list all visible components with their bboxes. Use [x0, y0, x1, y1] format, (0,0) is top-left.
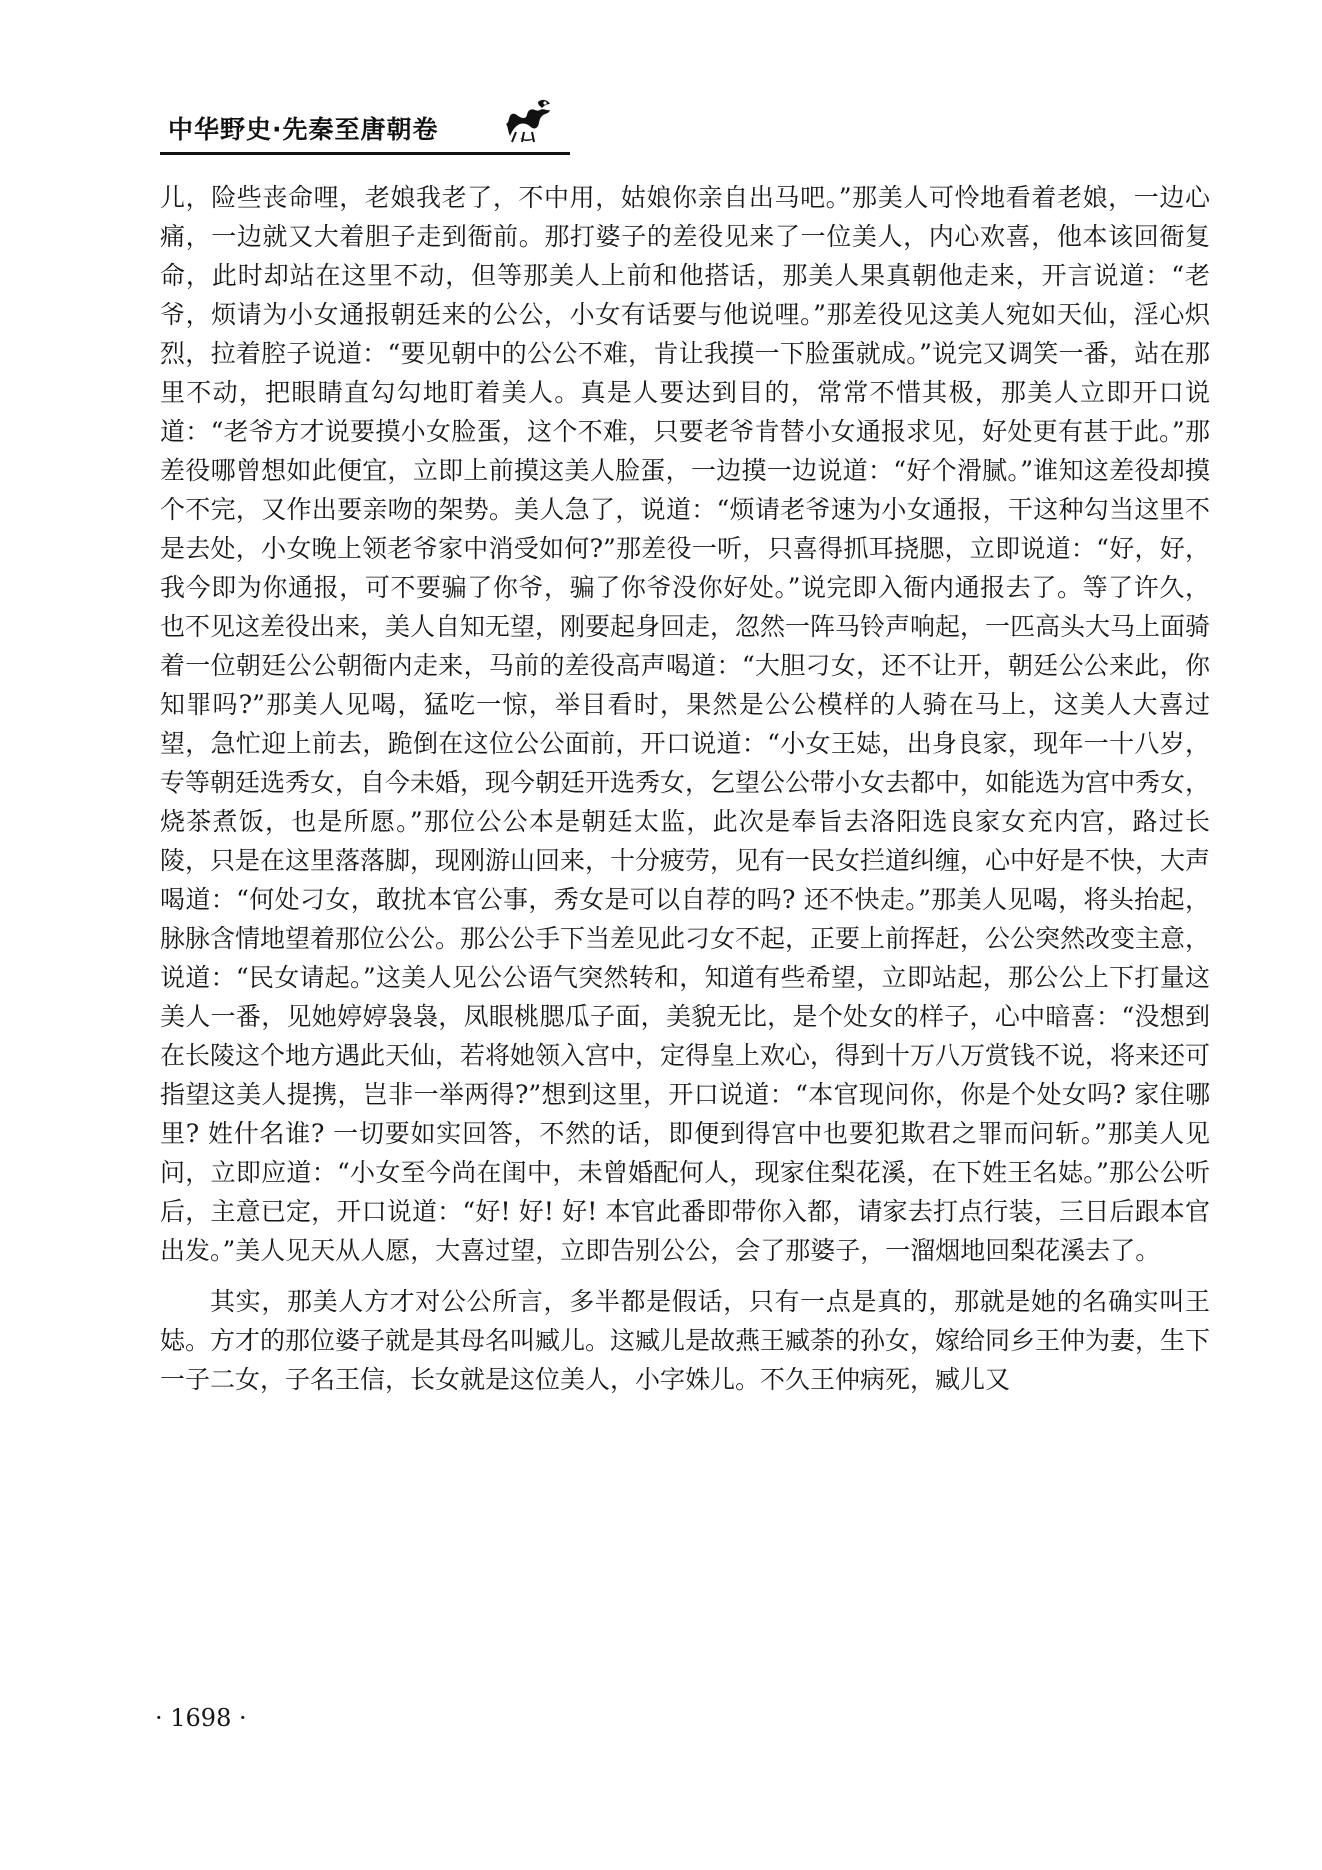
body-text — [160, 178, 1210, 1399]
book-title: 中华野史·先秦至唐朝卷 — [168, 115, 439, 144]
header-rule — [160, 152, 570, 155]
paragraph-2: 其实，那美人方才对公公所言，多半都是假话，只有一点是真的，那就是她的名确实叫王娡。方才的那位婆子就是其母名叫臧儿。这臧儿是故燕王臧荼的孙女，嫁给同乡王仲为妻，生下一子二女，子名王信，长女就是这位美人，小字姝儿。不久王仲病死，臧儿又 — [160, 1287, 1211, 1394]
page-number: · 1698 · — [155, 1704, 247, 1732]
running-header — [160, 92, 570, 152]
dragon-icon — [500, 92, 556, 148]
paragraph-1: 儿，险些丧命哩，老娘我老了，不中用，姑娘你亲自出马吧。”那美人可怜地看着老娘，一边心痛，一边就又大着胆子走到衙前。那打婆子的差役见来了一位美人，内心欢喜，他本该回衙复命，此时却站在这里不动，但等那美人上前和他搭话，那美人果真朝他走来，开言说道：“老爷，烦请为小女通报朝廷来的公公，小女有话要与他说哩。”那差役见这美人宛如天仙，淫心炽烈，拉着腔子说道：“要见朝中的公公不难，肯让我摸一下脸蛋就成。”说完又调笑一番，站在那里不动，把眼睛直勾勾地盯着美人。真是人要达到目的，常常不惜其极，那美人立即开口说道：“老爷方才说要摸小女脸蛋，这个不难，只要老爷肯替小女通报求见，好处更有甚于此。”那差役哪曾想如此便宜，立即上前摸这美人脸蛋，一边摸一边说道：“好个滑腻。”谁知这差役却摸个不完，又作出要亲吻的架势。美人急了，说道：“烦请老爷速为小女通报，干这种勾当这里不是去处，小女晚上领老爷家中消受如何?”那差役一听，只喜得抓耳挠腮，立即说道：“好，好，我今即为你通报，可不要骗了你爷，骗了你爷没你好处。”说完即入衙内通报去了。等了许久，也不见这差役出来，美人自知无望，刚要起身回走，忽然一阵马铃声响起，一匹高头大马上面骑着一位朝廷公公朝衙内走来，马前的差役高声喝道：“大胆刁女，还不让开，朝廷公公来此，你知罪吗?”那美人见喝，猛吃一惊，举目看时，果然是公公模样的人骑在马上，这美人大喜过望，急忙迎上前去，跪倒在这位公公面前，开口说道：“小女王娡，出身良家，现年一十八岁，专等朝廷选秀女，自今未婚，现今朝廷开选秀女，乞望公公带小女去都中，如能选为宫中秀女，烧茶煮饭，也是所愿。”那位公公本是朝廷太监，此次是奉旨去洛阳选良家女充内宫，路过长陵，只是在这里落落脚，现刚游山回来，十分疲劳，见有一民女拦道纠缠，心中好是不快，大声喝道：“何处刁女，敢扰本官公事，秀女是可以自荐的吗? 还不快走。”那美人见喝，将头抬起，脉脉含情地望着那位公公。那公公手下当差见此刁女不起，正要上前挥赶，公公突然改变主意，说道：“民女请起。”这美人见公公语气突然转和，知道有些希望，立即站起，那公公上下打量这美人一番，见她婷婷袅袅，凤眼桃腮瓜子面，美貌无比，是个处女的样子，心中暗喜：“没想到在长陵这个地方遇此天仙，若将她领入宫中，定得皇上欢心，得到十万八万赏钱不说，将来还可指望这美人提携，岂非一举两得?”想到这里，开口说道：“本官现问你，你是个处女吗? 家住哪里? 姓什名谁? 一切要如实回答，不然的话，即便到得宫中也要犯欺君之罪而问斩。”那美人见问，立即应道：“小女至今尚在闺中，未曾婚配何人，现家住梨花溪，在下姓王名娡。”那公公听后，主意已定，开口说道：“好! 好! 好! 本官此番即带你入都，请家去打点行装，三日后跟本官出发。”美人见天从人愿，大喜过望，立即告别公公，会了那婆子，一溜烟地回梨花溪去了。 — [160, 183, 1211, 1265]
